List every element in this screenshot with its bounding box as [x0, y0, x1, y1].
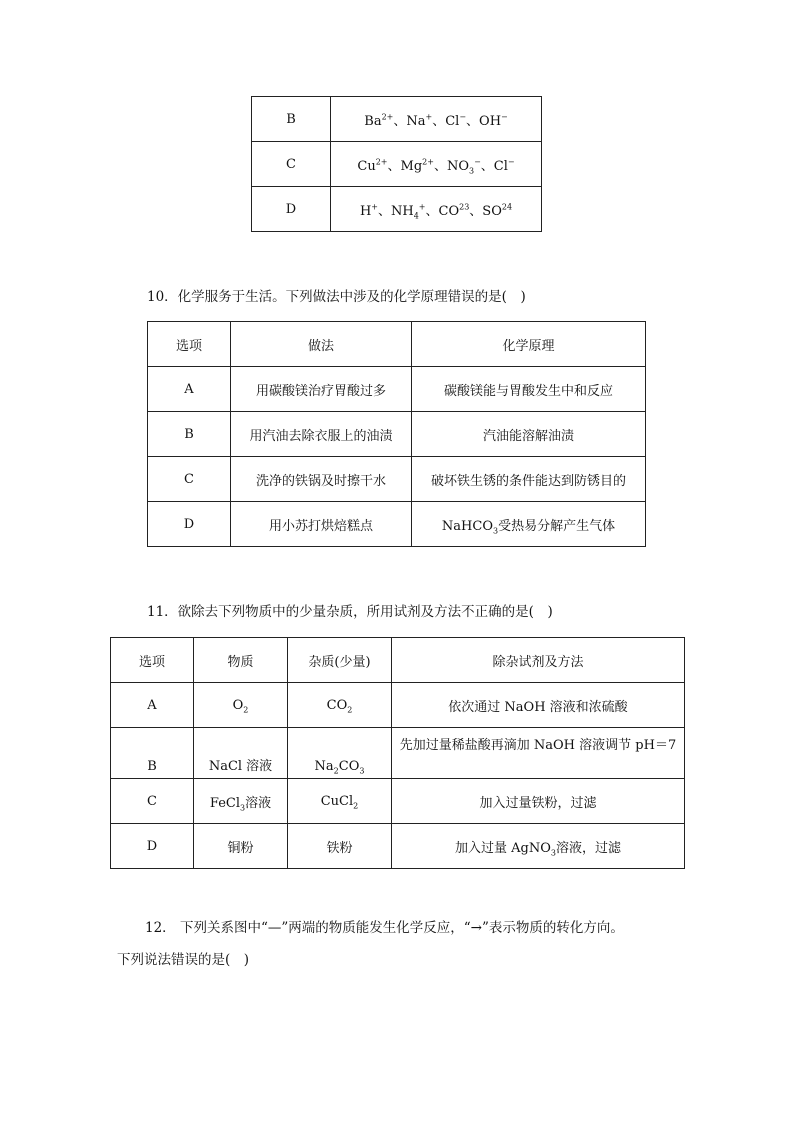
table-row [252, 97, 542, 142]
table-row [148, 367, 646, 412]
ions-cell: $Cu^{2+}$、$Mg^{2+}$、$NO_3^-$、Cl− [331, 142, 542, 187]
option-cell: A [148, 367, 231, 412]
method-cell: 依次通过 NaOH 溶液和浓硫酸 [392, 683, 685, 728]
method-cell: 加入过量 AgNO$_3$溶液，过滤 [392, 824, 685, 869]
table-header-row [148, 322, 646, 367]
table-row [252, 187, 542, 232]
table-row [111, 779, 685, 824]
substance-cell: $O_2$ [194, 683, 288, 728]
option-cell: B [111, 728, 194, 779]
principle-cell: 汽油能溶解油渍 [412, 412, 646, 457]
impurity-cell: $Na_2CO_3$ [288, 728, 392, 779]
table-row [148, 457, 646, 502]
impurity-cell: $CO_2$ [288, 683, 392, 728]
table-row [111, 683, 685, 728]
option-cell: A [111, 683, 194, 728]
practice-cell: 用小苏打烘焙糕点 [231, 502, 412, 547]
option-cell: C [252, 142, 331, 187]
header-cell: 杂质(少量) [288, 638, 392, 683]
header-cell: 除杂试剂及方法 [392, 638, 685, 683]
table-row [111, 824, 685, 869]
q9-options-table [251, 96, 542, 232]
table-header-row [111, 638, 685, 683]
principle-cell: NaHCO$_3$受热易分解产生气体 [412, 502, 646, 547]
q11-stem: 11．欲除去下列物质中的少量杂质，所用试剂及方法不正确的是( ) [147, 604, 553, 620]
option-cell: B [148, 412, 231, 457]
method-cell: 加入过量铁粉，过滤 [392, 779, 685, 824]
table-row [148, 412, 646, 457]
table-row [148, 502, 646, 547]
q11-table [110, 637, 685, 869]
option-cell: C [111, 779, 194, 824]
q10-table [147, 321, 646, 547]
ions-cell: $Ba^{2+}$、Na+、Cl−、OH− [331, 97, 542, 142]
principle-cell: 碳酸镁能与胃酸发生中和反应 [412, 367, 646, 412]
table-row [252, 142, 542, 187]
principle-cell: 破坏铁生锈的条件能达到防锈目的 [412, 457, 646, 502]
option-cell: D [148, 502, 231, 547]
substance-cell: NaCl 溶液 [194, 728, 288, 779]
ions-cell: H+、$NH_4^+$、CO$^{23}$、SO$^{24}$ [331, 187, 542, 232]
header-cell: 化学原理 [412, 322, 646, 367]
option-cell: B [252, 97, 331, 142]
substance-cell: FeCl$_3$溶液 [194, 779, 288, 824]
header-cell: 物质 [194, 638, 288, 683]
impurity-cell: 铁粉 [288, 824, 392, 869]
method-cell: 先加过量稀盐酸再滴加 NaOH 溶液调节 pH＝7 [392, 728, 685, 779]
practice-cell: 用汽油去除衣服上的油渍 [231, 412, 412, 457]
practice-cell: 洗净的铁锅及时擦干水 [231, 457, 412, 502]
substance-cell: 铜粉 [194, 824, 288, 869]
option-cell: D [252, 187, 331, 232]
q10-stem: 10．化学服务于生活。下列做法中涉及的化学原理错误的是( ) [147, 289, 526, 305]
practice-cell: 用碳酸镁治疗胃酸过多 [231, 367, 412, 412]
header-cell: 做法 [231, 322, 412, 367]
option-cell: D [111, 824, 194, 869]
table-row [111, 728, 685, 779]
header-cell: 选项 [148, 322, 231, 367]
impurity-cell: CuCl$_2$ [288, 779, 392, 824]
header-cell: 选项 [111, 638, 194, 683]
option-cell: C [148, 457, 231, 502]
q12-stem-line1: 12． 下列关系图中“—”两端的物质能发生化学反应，“→”表示物质的转化方向。 [145, 920, 624, 936]
q12-stem-line2: 下列说法错误的是( ) [117, 952, 250, 968]
